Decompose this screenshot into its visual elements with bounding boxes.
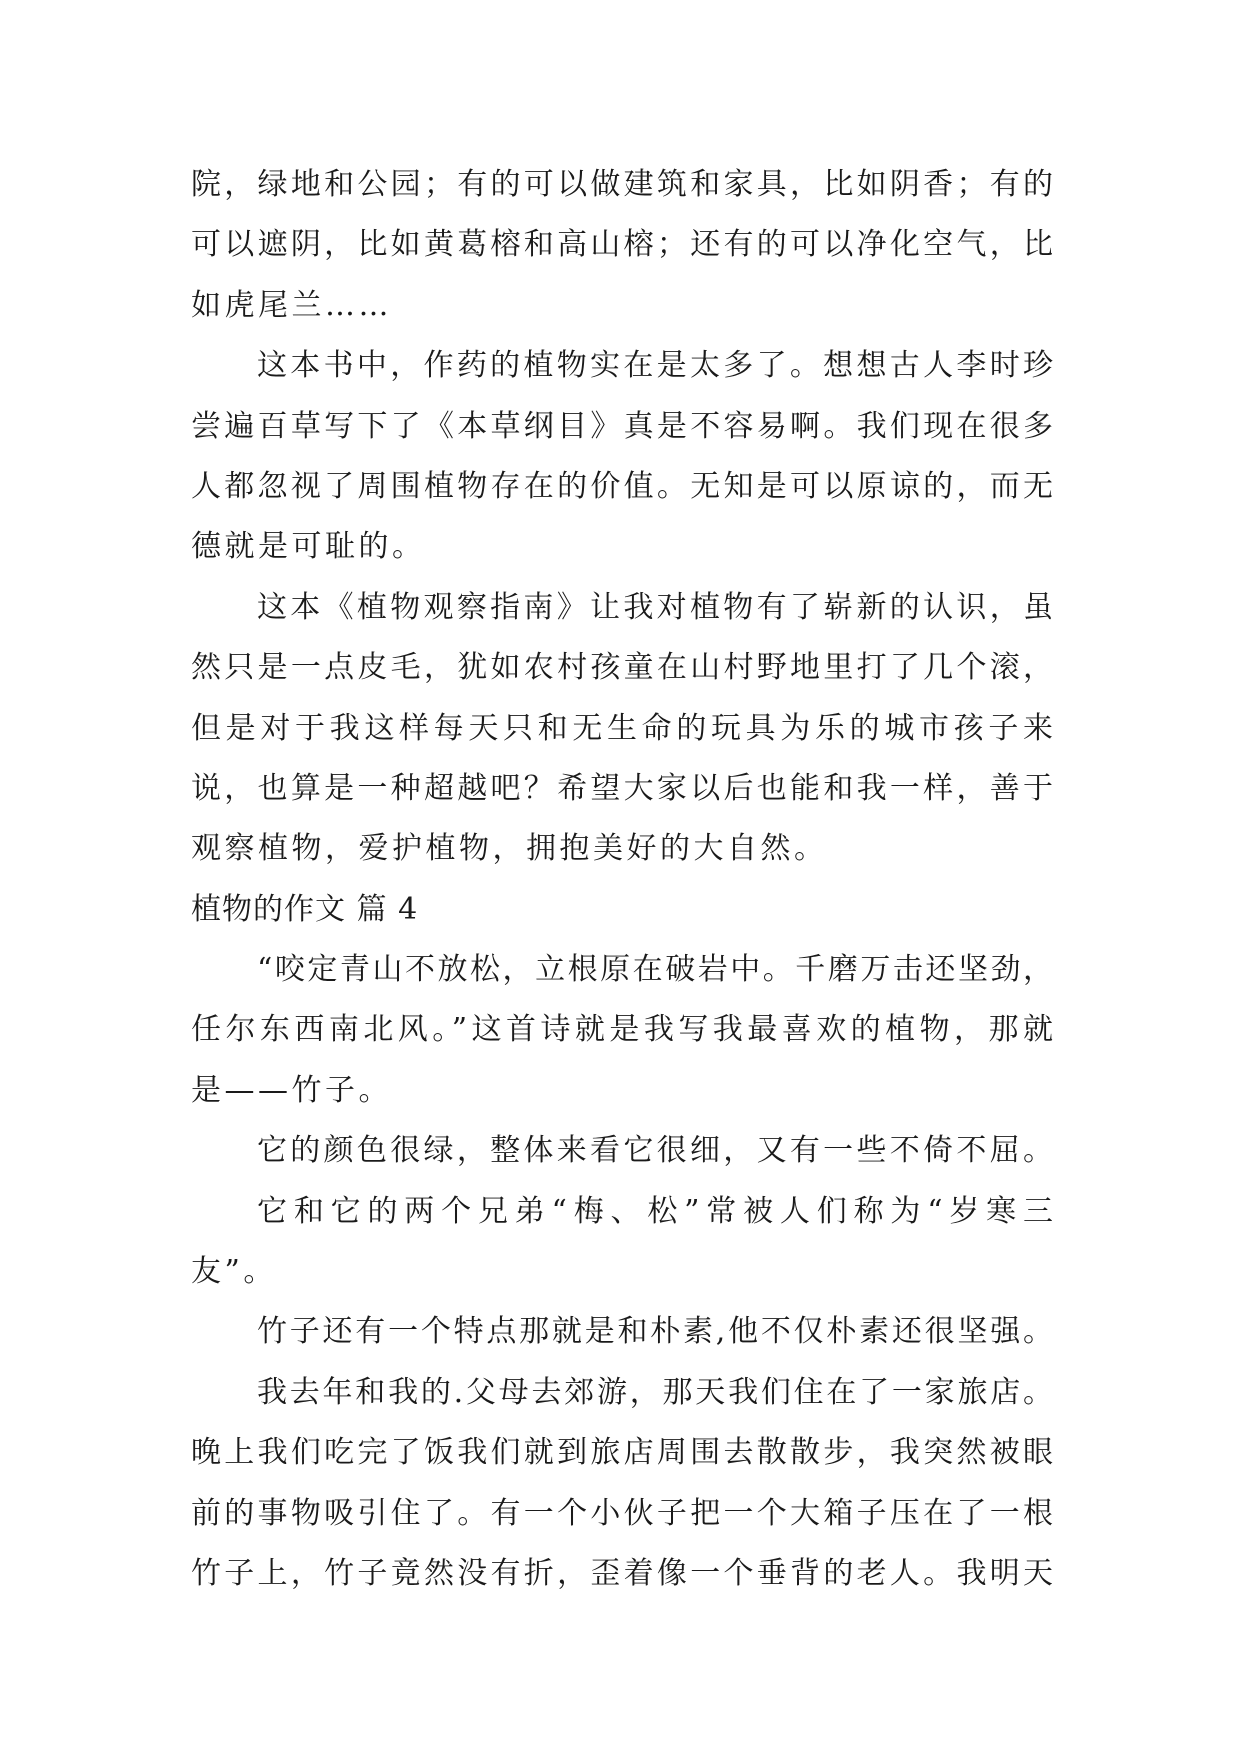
text-line: 任尔东西南北风。”这首诗就是我写我最喜欢的植物，那就 (191, 1012, 1053, 1048)
text-line: 竹子上，竹子竟然没有折，歪着像一个垂背的老人。我明天 (191, 1555, 1053, 1591)
text-line: 晚上我们吃完了饭我们就到旅店周围去散散步，我突然被眼 (191, 1435, 1053, 1471)
text-line: 这本书中，作药的植物实在是太多了。想想古人李时珍 (257, 348, 1053, 384)
text-line: 德就是可耻的。 (191, 529, 426, 565)
text-line: 这本《植物观察指南》让我对植物有了崭新的认识，虽 (257, 589, 1053, 625)
text-line: 人都忽视了周围植物存在的价值。无知是可以原谅的，而无 (191, 468, 1053, 504)
text-line: “咬定青山不放松，立根原在破岩中。千磨万击还坚劲， (257, 952, 1053, 988)
text-line: 可以遮阴，比如黄葛榕和高山榕；还有的可以净化空气，比 (191, 227, 1053, 263)
text-line: 尝遍百草写下了《本草纲目》真是不容易啊。我们现在很多 (191, 408, 1053, 444)
text-line: 观察植物，爱护植物，拥抱美好的大自然。 (191, 831, 828, 867)
text-line: 它和它的两个兄弟“梅、松”常被人们称为“岁寒三 (257, 1193, 1053, 1229)
text-line: 是——竹子。 (191, 1072, 392, 1108)
text-line: 然只是一点皮毛，犹如农村孩童在山村野地里打了几个滚， (191, 650, 1053, 686)
text-line: 如虎尾兰…… (191, 287, 392, 323)
text-line: 友”。 (191, 1254, 277, 1290)
text-line: 它的颜色很绿，整体来看它很细，又有一些不倚不屈。 (257, 1133, 1053, 1169)
text-line: 院，绿地和公园；有的可以做建筑和家具，比如阴香；有的 (191, 167, 1053, 202)
section-heading: 植物的作文 篇 4 (191, 891, 419, 927)
essay-text (191, 155, 1053, 1604)
text-line: 但是对于我这样每天只和无生命的玩具为乐的城市孩子来 (191, 710, 1053, 746)
text-line: 竹子还有一个特点那就是和朴素,他不仅朴素还很坚强。 (257, 1314, 1053, 1350)
text-line: 说，也算是一种超越吧？希望大家以后也能和我一样，善于 (191, 770, 1053, 806)
text-line: 我去年和我的.父母去郊游，那天我们住在了一家旅店。 (257, 1374, 1053, 1410)
text-line: 前的事物吸引住了。有一个小伙子把一个大箱子压在了一根 (191, 1495, 1053, 1531)
